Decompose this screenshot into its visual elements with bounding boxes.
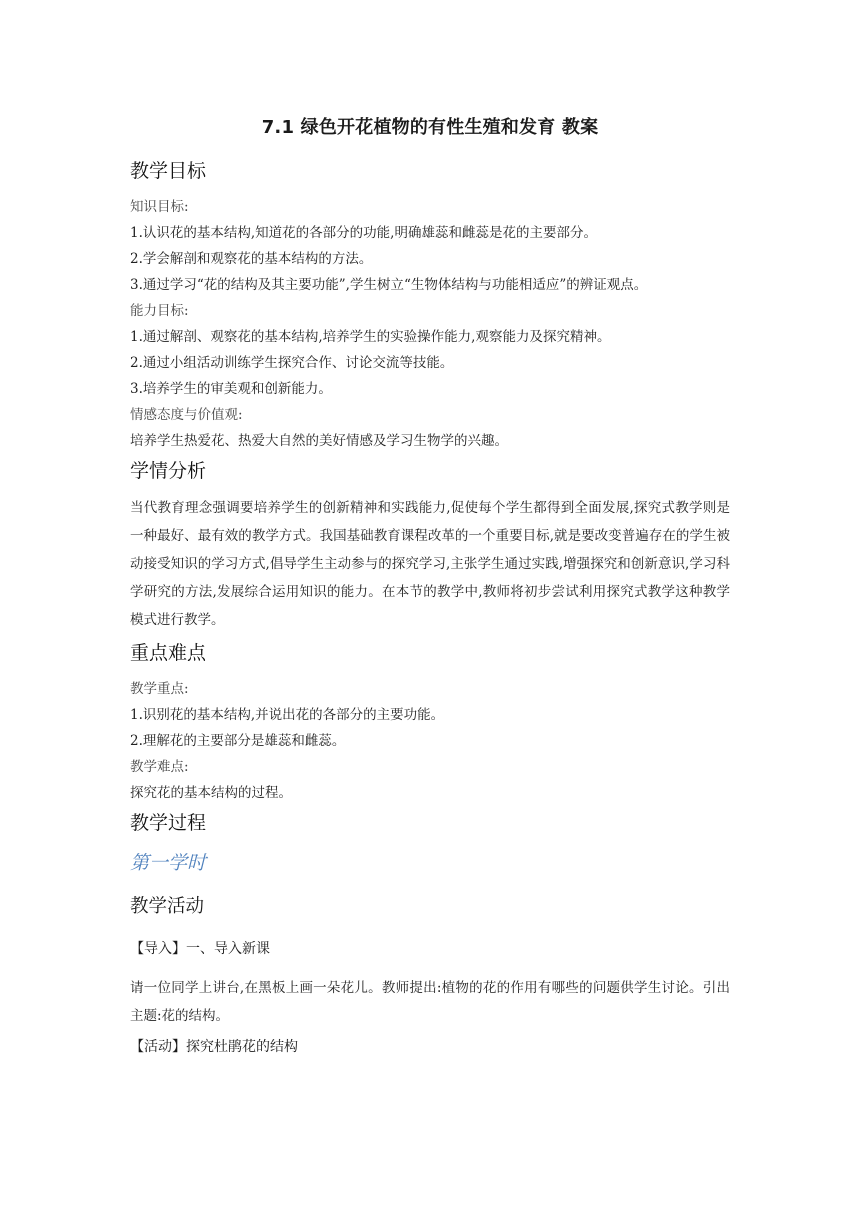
activity-title: 【活动】探究杜鹃花的结构 — [130, 1039, 298, 1055]
student-analysis-text: 当代教育理念强调要培养学生的创新精神和实践能力,促使每个学生都得到全面发展,探究式教学则是一种最好、最有效的教学方式。我国基础教育课程改革的一个重要目标,就是要改变普遍存在的学生被动接受知识的学习方式,倡导学生主动参与的探究学习,主张学生通过实践,增强探究和创新意识,学习科学研究的方法,发展综合运用知识的能力。在本节的教学中,教师将初步尝试利用探究式教学这种教学模式进行教学。 — [130, 500, 730, 628]
ability-goal-item: 3.培养学生的审美观和创新能力。 — [130, 381, 332, 397]
heading-key-points: 重点难点 — [130, 642, 207, 664]
knowledge-goal-item: 2.学会解剖和观察花的基本结构的方法。 — [130, 251, 373, 267]
period-heading: 第一学时 — [130, 852, 207, 874]
knowledge-goal-item: 3.通过学习“花的结构及其主要功能”,学生树立“生物体结构与功能相适应”的辨证观点。 — [130, 277, 648, 293]
intro-title: 【导入】一、导入新课 — [130, 941, 270, 957]
heading-student-analysis: 学情分析 — [130, 460, 207, 482]
intro-text: 请一位同学上讲台,在黑板上画一朵花儿。教师提出:植物的花的作用有哪些的问题供学生讨论。引出主题:花的结构。 — [130, 980, 730, 1024]
knowledge-goal-item: 1.认识花的基本结构,知道花的各部分的功能,明确雄蕊和雌蕊是花的主要部分。 — [130, 225, 597, 241]
teaching-focus-label: 教学重点: — [130, 681, 189, 697]
knowledge-goals-label: 知识目标: — [130, 199, 189, 215]
emotion-goal-text: 培养学生热爱花、热爱大自然的美好情感及学习生物学的兴趣。 — [130, 433, 508, 449]
heading-teaching-goals: 教学目标 — [130, 160, 207, 182]
teaching-focus-item: 1.识别花的基本结构,并说出花的各部分的主要功能。 — [130, 707, 445, 723]
teaching-difficulty-label: 教学难点: — [130, 759, 189, 775]
ability-goals-label: 能力目标: — [130, 303, 189, 319]
document-title: 7.1 绿色开花植物的有性生殖和发育 教案 — [261, 117, 599, 138]
heading-teaching-process: 教学过程 — [130, 812, 207, 834]
teaching-focus-item: 2.理解花的主要部分是雄蕊和雌蕊。 — [130, 733, 346, 749]
document-page — [130, 108, 730, 1072]
ability-goal-item: 1.通过解剖、观察花的基本结构,培养学生的实验操作能力,观察能力及探究精神。 — [130, 329, 611, 345]
emotion-goals-label: 情感态度与价值观: — [130, 407, 243, 423]
teaching-difficulty-text: 探究花的基本结构的过程。 — [130, 785, 292, 801]
heading-teaching-activities: 教学活动 — [130, 896, 205, 917]
ability-goal-item: 2.通过小组活动训练学生探究合作、讨论交流等技能。 — [130, 355, 454, 371]
